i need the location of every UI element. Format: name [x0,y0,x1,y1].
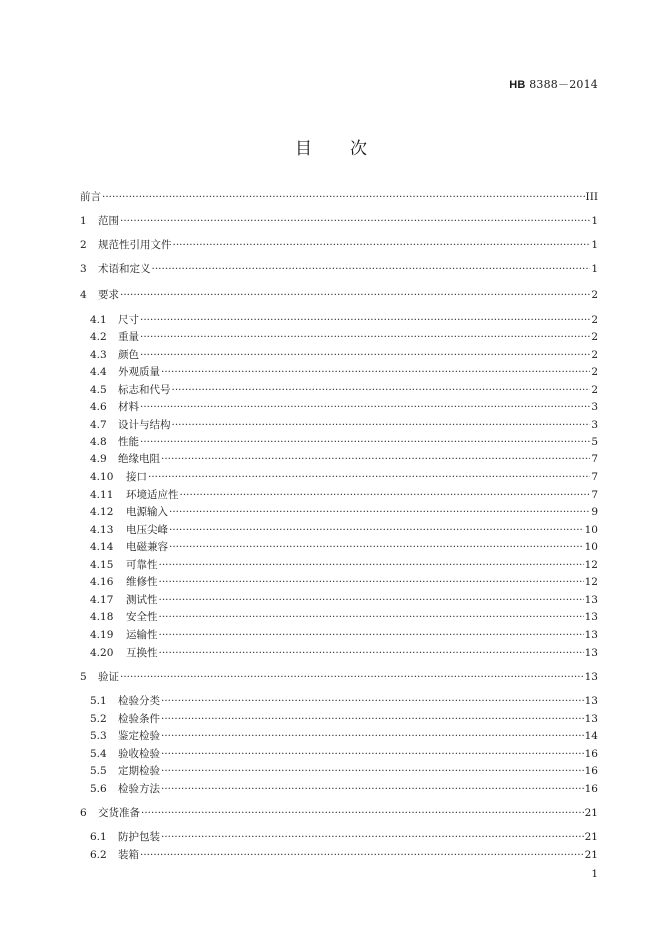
toc-leader-dots [152,262,591,276]
toc-entry-label: 定期检验 [118,765,160,777]
toc-entry[interactable] [90,782,598,796]
toc-entry[interactable] [80,262,598,276]
toc-entry[interactable] [90,435,598,449]
toc-entry-page: III [585,191,598,203]
toc-entry[interactable] [90,593,598,607]
toc-entry-label: 检验方法 [118,783,160,795]
toc-entry[interactable] [80,214,598,228]
toc-entry[interactable] [80,238,598,252]
toc-leader-dots [180,488,591,502]
toc-entry-number: 5.5 [90,765,107,777]
toc-entry-number: 4.7 [90,419,107,431]
toc-entry-page: 14 [584,730,598,742]
toc-entry-label: 规范性引用文件 [98,239,172,251]
toc-entry-label: 绝缘电阻 [118,453,160,465]
toc-entry-label: 交货准备 [98,807,140,819]
toc-entry-page: 2 [591,349,598,361]
toc-entry-page: 21 [584,849,598,861]
toc-leader-dots [140,313,590,327]
toc-entry-number: 4.14 [90,541,114,553]
toc-entry-number: 5 [80,671,87,683]
toc-leader-dots [140,330,590,344]
toc-entry-page: 2 [591,331,598,343]
toc-entry-label: 检验分类 [118,695,160,707]
toc-entry-number: 4.10 [90,471,114,483]
toc-entry-label: 前言 [80,191,101,203]
toc-entry[interactable] [90,313,598,327]
toc-entry-number: 4.15 [90,559,114,571]
page-number: 1 [591,868,598,880]
toc-entry-page: 1 [591,215,598,227]
toc-entry-label: 防护包装 [118,831,160,843]
toc-leader-dots [169,540,584,554]
toc-entry-page: 12 [584,559,598,571]
toc-entry[interactable] [90,505,598,519]
toc-leader-dots [140,400,590,414]
toc-leader-dots [140,848,584,862]
toc-entry-number: 4.17 [90,594,114,606]
toc-entry-label: 接口 [126,471,147,483]
toc-entry[interactable] [90,747,598,761]
toc-entry[interactable] [90,830,598,844]
toc-entry-page: 13 [584,611,598,623]
toc-leader-dots [148,470,590,484]
toc-entry-page: 1 [591,263,598,275]
toc-entry-page: 13 [584,629,598,641]
toc-entry-label: 运输性 [126,629,158,641]
toc-leader-dots [161,452,590,466]
toc-entry-page: 13 [584,671,598,683]
toc-entry-page: 2 [591,384,598,396]
toc-entry[interactable] [90,365,598,379]
toc-entry-label: 电源输入 [126,506,168,518]
toc-entry-page: 13 [584,695,598,707]
toc-entry-page: 16 [584,783,598,795]
toc-leader-dots [120,214,590,228]
toc-entry[interactable] [90,628,598,642]
toc-entry-label: 维修性 [126,576,158,588]
toc-entry-label: 互换性 [126,647,158,659]
toc-entry-number: 4.1 [90,314,107,326]
toc-leader-dots [102,190,585,204]
toc-entry-page: 13 [584,713,598,725]
toc-entry-label: 尺寸 [118,314,139,326]
toc-entry-number: 3 [80,263,87,275]
toc-entry-page: 3 [591,401,598,413]
toc-leader-dots [159,558,584,572]
toc-entry-page: 13 [584,647,598,659]
toc-entry-number: 5.3 [90,730,107,742]
toc-entry-page: 7 [591,471,598,483]
toc-leader-dots [141,806,584,820]
toc-leader-dots [172,383,591,397]
toc-entry-label: 鉴定检验 [118,730,160,742]
toc-entry-label: 标志和代号 [118,384,171,396]
toc-entry-page: 2 [591,314,598,326]
toc-entry-page: 1 [591,239,598,251]
toc-entry-number: 4.9 [90,453,107,465]
toc-leader-dots [159,628,584,642]
toc-entry-page: 10 [584,541,598,553]
toc-entry-label: 验证 [98,671,119,683]
toc-entry[interactable] [90,383,598,397]
toc-entry-label: 可靠性 [126,559,158,571]
toc-entry[interactable] [90,400,598,414]
toc-entry-label: 范围 [98,215,119,227]
toc-entry-number: 6.1 [90,831,107,843]
toc-entry-number: 4.11 [90,489,114,501]
toc-entry-number: 4.2 [90,331,107,343]
standard-number [509,76,598,92]
toc-entry-label: 验收检验 [118,748,160,760]
toc-entry-label: 安全性 [126,611,158,623]
toc-entry[interactable] [90,729,598,743]
toc-entry-label: 重量 [118,331,139,343]
toc-entry-label: 性能 [118,436,139,448]
toc-entry[interactable] [90,558,598,572]
toc-leader-dots [161,830,584,844]
toc-entry[interactable] [90,470,598,484]
toc-entry-number: 4.18 [90,611,114,623]
toc-entry-label: 检验条件 [118,713,160,725]
toc-entry-page: 13 [584,594,598,606]
toc-leader-dots [120,670,584,684]
toc-leader-dots [140,348,590,362]
toc-entry-label: 术语和定义 [98,263,151,275]
toc-entry-page: 21 [584,831,598,843]
standard-code: 8388－2014 [529,78,598,91]
toc-entry-number: 4.6 [90,401,107,413]
toc-leader-dots [173,238,591,252]
toc-entry-number: 5.1 [90,695,107,707]
toc-entry[interactable] [90,610,598,624]
toc-entry-number: 2 [80,239,87,251]
toc-entry[interactable] [90,848,598,862]
toc-entry-number: 6.2 [90,849,107,861]
toc-leader-dots [172,418,591,432]
toc-entry-page: 5 [591,436,598,448]
toc-leader-dots [161,729,584,743]
toc-entry[interactable] [80,806,598,820]
toc-entry-number: 1 [80,215,87,227]
toc-entry-number: 4.12 [90,506,114,518]
standard-prefix: HB [509,79,526,91]
toc-leader-dots [159,646,584,660]
toc-entry[interactable] [90,330,598,344]
toc-entry-number: 4 [80,289,87,301]
toc-entry[interactable] [90,694,598,708]
toc-entry-page: 12 [584,576,598,588]
toc-entry[interactable] [80,190,598,204]
toc-entry-label: 材料 [118,401,139,413]
toc-entry-label: 设计与结构 [118,419,171,431]
toc-entry[interactable] [90,646,598,660]
toc-leader-dots [161,764,584,778]
toc-entry-label: 外观质量 [118,366,160,378]
toc-leader-dots [161,365,590,379]
toc-entry-number: 5.6 [90,783,107,795]
toc-entry[interactable] [90,418,598,432]
toc-leader-dots [169,523,584,537]
toc-leader-dots [159,575,584,589]
toc-entry[interactable] [80,670,598,684]
toc-entry-number: 4.13 [90,524,114,536]
toc-leader-dots [159,610,584,624]
toc-entry-page: 2 [591,289,598,301]
toc-leader-dots [120,288,590,302]
toc-leader-dots [161,782,584,796]
toc-leader-dots [161,747,584,761]
toc-entry-page: 9 [591,506,598,518]
toc-entry-number: 4.20 [90,647,114,659]
toc-entry[interactable] [80,288,598,302]
toc-entry[interactable] [90,575,598,589]
toc-entry-number: 4.3 [90,349,107,361]
toc-entry-page: 2 [591,366,598,378]
toc-entry[interactable] [90,540,598,554]
toc-entry-page: 7 [591,489,598,501]
toc-leader-dots [159,593,584,607]
toc-entry[interactable] [90,523,598,537]
toc-entry-number: 5.4 [90,748,107,760]
page-title: 目次 [295,139,405,159]
toc-entry-number: 5.2 [90,713,107,725]
toc-leader-dots [169,505,590,519]
toc-entry[interactable] [90,764,598,778]
toc-leader-dots [140,435,590,449]
toc-entry[interactable] [90,452,598,466]
toc-entry-page: 10 [584,524,598,536]
toc-entry-label: 颜色 [118,349,139,361]
toc-entry-page: 7 [591,453,598,465]
toc-entry-page: 3 [591,419,598,431]
toc-entry[interactable] [90,348,598,362]
toc-entry-label: 环境适应性 [126,489,179,501]
toc-entry-label: 要求 [98,289,119,301]
toc-leader-dots [161,694,584,708]
toc-entry-label: 电压尖峰 [126,524,168,536]
toc-entry-page: 16 [584,748,598,760]
toc-entry-number: 4.4 [90,366,107,378]
toc-entry[interactable] [90,712,598,726]
toc-entry-label: 电磁兼容 [126,541,168,553]
toc-entry-number: 4.5 [90,384,107,396]
toc-entry-page: 16 [584,765,598,777]
toc-entry-page: 21 [584,807,598,819]
toc-entry-number: 6 [80,807,87,819]
toc-entry-label: 装箱 [118,849,139,861]
toc-entry-label: 测试性 [126,594,158,606]
toc-entry-number: 4.8 [90,436,107,448]
toc-leader-dots [161,712,584,726]
toc-entry-number: 4.19 [90,629,114,641]
toc-entry-number: 4.16 [90,576,114,588]
toc-entry[interactable] [90,488,598,502]
